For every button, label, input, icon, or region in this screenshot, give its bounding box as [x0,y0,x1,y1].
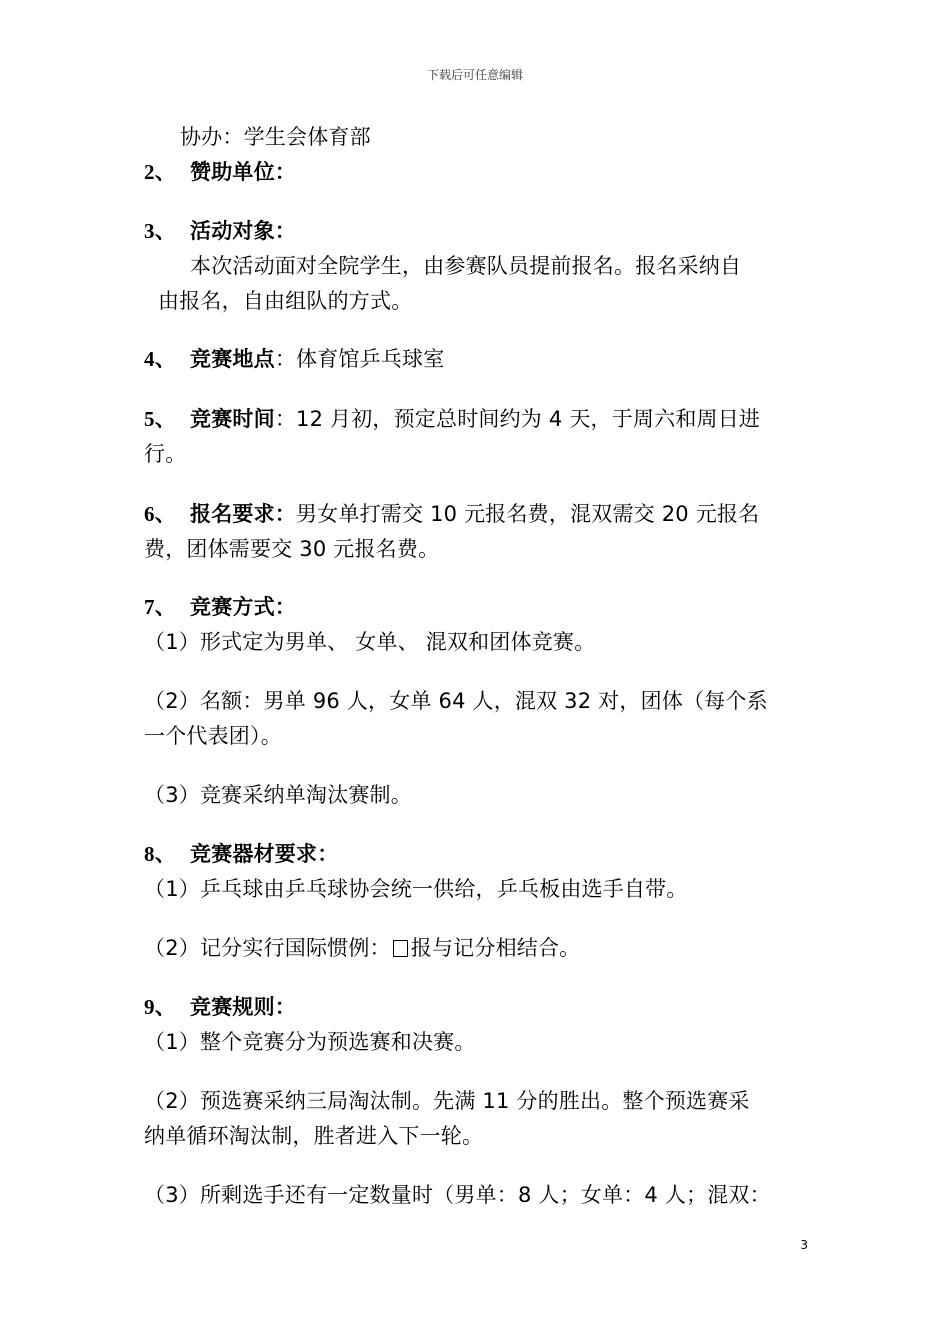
section-number: 4、 [144,347,176,371]
section-3-paragraph-line-2: 由报名，自由组队的方式。 [158,289,413,313]
section-title: 报名要求： [190,502,296,526]
section-title: 竞赛时间 [190,407,275,431]
section-8-item-2 [144,935,580,961]
section-body: ：体育馆乒乓球室 [274,347,445,371]
section-number: 5、 [144,407,176,431]
section-4-heading [144,346,444,372]
section-title: 竞赛规则： [190,995,296,1019]
section-5-continuation: 行。 [144,442,187,466]
section-number: 2、 [144,160,176,184]
section-6-heading [144,501,759,527]
co-organizer-line: 协办：学生会体育部 [180,125,371,149]
section-body: ：12 月初，预定总时间约为 4 天，于周六和周日进 [274,407,761,431]
section-number: 6、 [144,502,176,526]
section-9-item-2-line-1: （2）预选赛采纳三局淘汰制。先满 11 分的胜出。整个预选赛采 [144,1089,750,1113]
section-8-heading [144,841,338,867]
section-8-item-1: （1）乒乓球由乒乓球协会统一供给，乒乓板由选手自带。 [144,877,688,901]
section-3-paragraph-line-1: 本次活动面对全院学生，由参赛队员提前报名。报名采纳自 [190,254,742,278]
item-text-before-box: （2）记分实行国际惯例： [144,936,391,960]
section-number: 3、 [144,219,176,243]
section-3-heading [144,218,296,244]
section-7-item-3: （3）竞赛采纳单淘汰赛制。 [144,783,412,807]
section-7-item-2-line-1: （2）名额：男单 96 人，女单 64 人，混双 32 对，团体（每个系 [144,689,768,713]
section-9-item-2-line-2: 纳单循环淘汰制，胜者进入下一轮。 [144,1124,484,1148]
page-number: 3 [800,1238,808,1252]
section-9-heading [144,994,296,1020]
section-title: 竞赛方式： [190,595,296,619]
section-title: 活动对象： [190,219,296,243]
placeholder-box-icon [393,940,408,957]
section-5-heading [144,406,760,432]
section-9-item-1: （1）整个竞赛分为预选赛和决赛。 [144,1030,476,1054]
item-text-after-box: 报与记分相结合。 [410,936,581,960]
section-7-item-1: （1）形式定为男单、 女单、 混双和团体竞赛。 [144,630,596,654]
section-number: 7、 [144,595,176,619]
section-title: 竞赛地点 [190,347,275,371]
section-7-item-2-line-2: 一个代表团）。 [144,724,282,748]
section-title: 赞助单位： [190,160,296,184]
section-title: 竞赛器材要求： [190,842,339,866]
page-header: 下载后可任意编辑 [426,68,523,82]
section-2-heading [144,159,296,185]
section-9-item-3: （3）所剩选手还有一定数量时（男单：8 人；女单：4 人；混双： [144,1183,771,1207]
section-7-heading [144,594,296,620]
section-number: 8、 [144,842,176,866]
section-6-continuation: 费，团体需要交 30 元报名费。 [144,537,440,561]
section-number: 9、 [144,995,176,1019]
section-body: 男女单打需交 10 元报名费，混双需交 20 元报名 [296,502,760,526]
